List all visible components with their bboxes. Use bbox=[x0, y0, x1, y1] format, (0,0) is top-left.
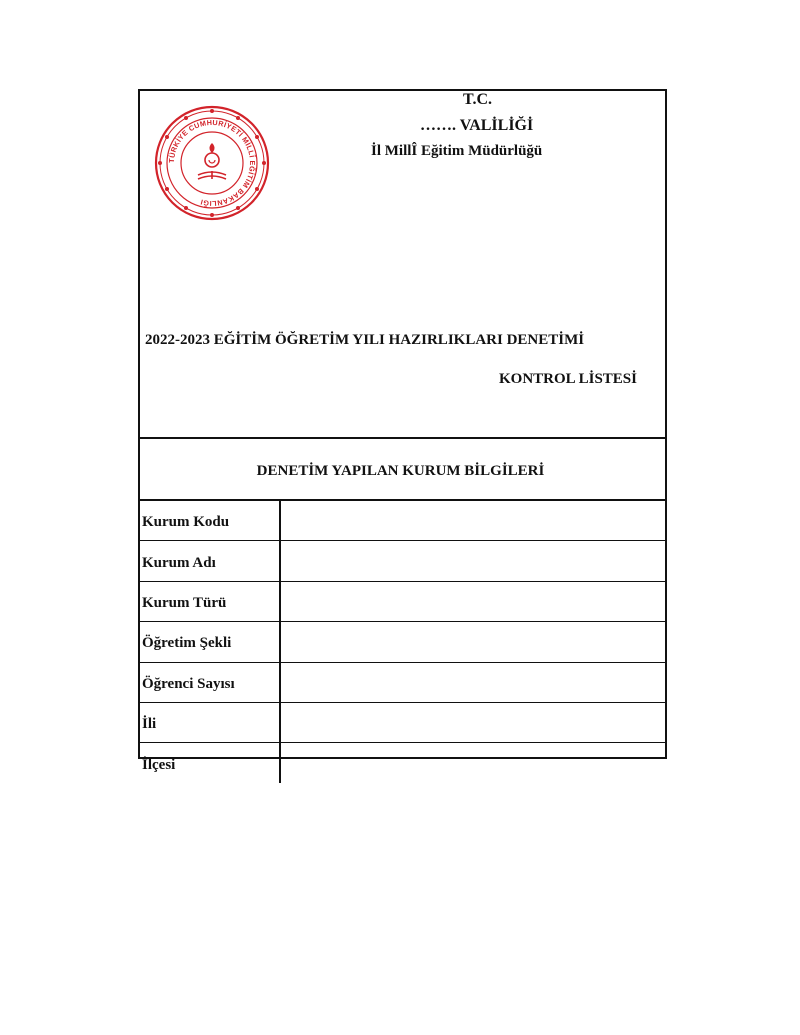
district-field[interactable] bbox=[280, 743, 665, 783]
country-heading: T.C. bbox=[463, 91, 493, 108]
table-row bbox=[140, 702, 665, 742]
table-row bbox=[140, 501, 665, 541]
form-frame bbox=[138, 89, 667, 773]
document-subtitle: KONTROL LİSTESİ bbox=[499, 371, 637, 387]
svg-text:TÜRKİYE CUMHURİYETİ MİLLÎ EĞİT: TÜRKİYE CUMHURİYETİ MİLLÎ EĞİTİM BAKANLIĞI bbox=[166, 117, 258, 209]
table-row bbox=[140, 541, 665, 581]
teaching-mode-field[interactable] bbox=[280, 622, 665, 662]
directorate-heading: İl MillÎ Eğitim Müdürlüğü bbox=[371, 143, 543, 159]
province-field[interactable] bbox=[280, 702, 665, 742]
document-title: 2022-2023 EĞİTİM ÖĞRETİM YILI HAZIRLIKLARI DENETİMİ bbox=[145, 332, 585, 348]
table-row bbox=[140, 662, 665, 702]
institution-info-table bbox=[140, 501, 665, 783]
section-title: DENETİM YAPILAN KURUM BİLGİLERİ bbox=[256, 462, 545, 479]
form-header bbox=[140, 91, 665, 439]
institution-type-label: Kurum Türü bbox=[140, 581, 280, 621]
student-count-label: Öğrenci Sayısı bbox=[140, 662, 280, 702]
student-count-field[interactable] bbox=[280, 662, 665, 702]
section-header bbox=[140, 439, 665, 501]
institution-name-field[interactable] bbox=[280, 541, 665, 581]
institution-code-field[interactable] bbox=[280, 501, 665, 541]
table-row bbox=[140, 581, 665, 621]
ministry-seal-icon bbox=[154, 105, 270, 221]
teaching-mode-label: Öğretim Şekli bbox=[140, 622, 280, 662]
institution-code-label: Kurum Kodu bbox=[140, 501, 280, 541]
province-label: İli bbox=[140, 702, 280, 742]
institution-type-field[interactable] bbox=[280, 581, 665, 621]
table-row bbox=[140, 622, 665, 662]
institution-name-label: Kurum Adı bbox=[140, 541, 280, 581]
governorship-heading: ……. VALİLİĞİ bbox=[420, 117, 534, 134]
table-row bbox=[140, 743, 665, 783]
district-label: İlçesi bbox=[140, 743, 280, 783]
